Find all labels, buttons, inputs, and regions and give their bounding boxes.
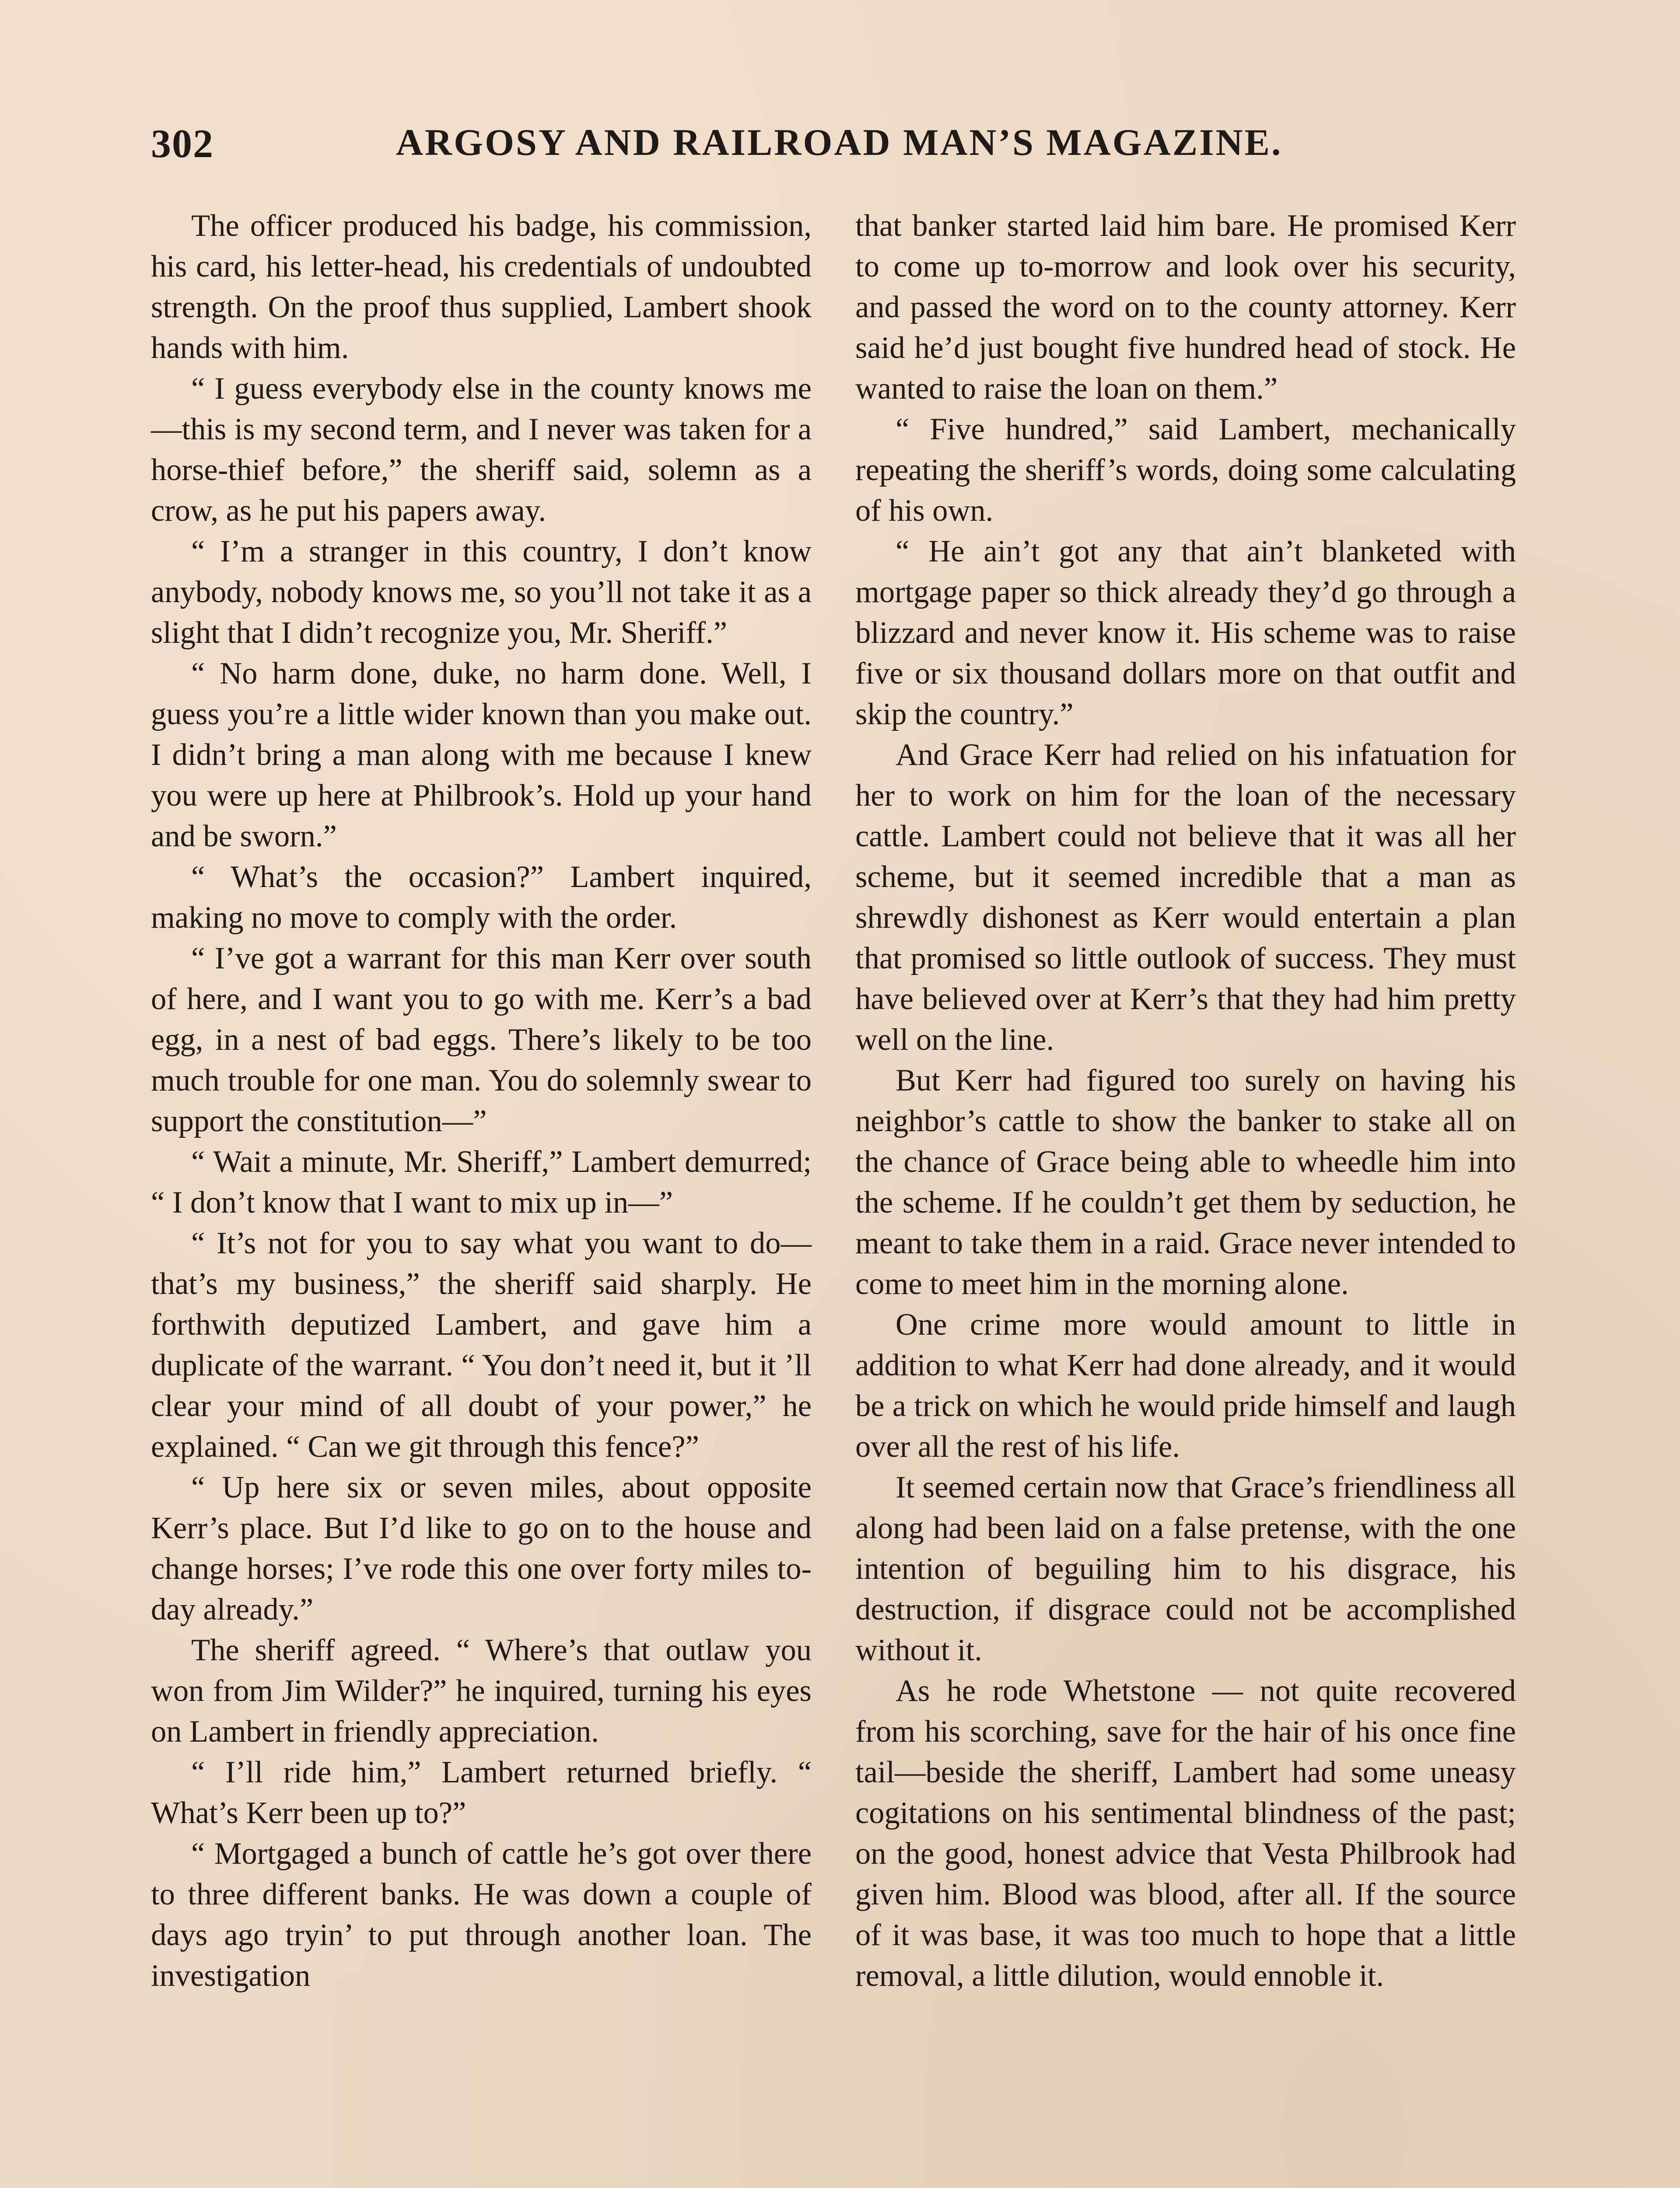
paragraph: The sheriff agreed. “ Where’s that outlaw you won from Jim Wilder?” he inquired, turning his eyes on Lambert in friendly appreciation. xyxy=(151,1633,812,1749)
paragraph: “ I’ll ride him,” Lambert returned briefly. “ What’s Kerr been up to?” xyxy=(151,1755,812,1830)
paragraph: “ Mortgaged a bunch of cattle he’s got over there to three different banks. He was down a couple of days ago tryin’ to put through another loan. The investigation xyxy=(151,1837,812,1993)
paragraph: “ I guess everybody else in the county knows me—this is my second term, and I never was taken for a horse-thief before,” the sheriff said, solemn as a crow, as he put his papers away. xyxy=(151,372,812,528)
paragraph: “ He ain’t got any that ain’t blanketed with mortgage paper so thick already they’d go through a blizzard and never know it. His scheme was to raise five or six thousand dollars more on that outfit and skip the country.” xyxy=(855,534,1516,731)
paragraph-continuation: that banker started laid him bare. He promised Kerr to come up to-morrow and look over his security, and passed the word on to the county attorney. Kerr said he’d just bought five hundred head of stock. He wanted to raise the loan on them.” xyxy=(855,209,1516,406)
paragraph: One crime more would amount to little in addition to what Kerr had done already, and it would be a trick on which he would pride himself and laugh over all the rest of his life. xyxy=(855,1308,1516,1464)
paragraph: “ I’ve got a warrant for this man Kerr over south of here, and I want you to go with me. Kerr’s a bad egg, in a nest of bad eggs. There’s likely to be too much trouble for one man. You do solemnly swear to support the constitution—” xyxy=(151,941,812,1138)
paragraph: “ What’s the occasion?” Lambert inquired, making no move to comply with the order. xyxy=(151,860,812,935)
left-column xyxy=(151,206,812,1996)
paragraph: “ It’s not for you to say what you want to do—that’s my business,” the sheriff said sharply. He forthwith deputized Lambert, and gave him a duplicate of the warrant. “ You don’t need it, but it ’ll clear your mind of all doubt of your power,” he explained. “ Can we git through this fence?” xyxy=(151,1226,812,1464)
paragraph: As he rode Whetstone — not quite recovered from his scorching, save for the hair of his once fine tail—beside the sheriff, Lambert had some uneasy cogitations on his sentimental blindness of the past; on the good, honest advice that Vesta Philbrook had given him. Blood was blood, after all. If the source of it was base, it was too much to hope that a little removal, a little dilution, would ennoble it. xyxy=(855,1674,1516,1993)
paragraph: “ Wait a minute, Mr. Sheriff,” Lambert demurred; “ I don’t know that I want to mix up in—” xyxy=(151,1145,812,1220)
paragraph: It seemed certain now that Grace’s friendliness all along had been laid on a false pretense, with the one intention of beguiling him to his disgrace, his destruction, if disgrace could not be accomplished without it. xyxy=(855,1470,1516,1667)
paragraph: “ No harm done, duke, no harm done. Well, I guess you’re a little wider known than you make out. I didn’t bring a man along with me because I knew you were up here at Philbrook’s. Hold up your hand and be sworn.” xyxy=(151,656,812,853)
paragraph: The officer produced his badge, his commission, his card, his letter-head, his credentials of undoubted strength. On the proof thus supplied, Lambert shook hands with him. xyxy=(151,209,812,365)
paragraph: But Kerr had figured too surely on having his neighbor’s cattle to show the banker to stake all on the chance of Grace being able to wheedle him into the scheme. If he couldn’t get them by seduction, he meant to take them in a raid. Grace never intended to come to meet him in the morning alone. xyxy=(855,1063,1516,1301)
paragraph: “ Five hundred,” said Lambert, mechanically repeating the sheriff’s words, doing some calculating of his own. xyxy=(855,412,1516,528)
paragraph: “ I’m a stranger in this country, I don’t know anybody, nobody knows me, so you’ll not take it as a slight that I didn’t recognize you, Mr. Sheriff.” xyxy=(151,534,812,650)
right-column xyxy=(855,206,1516,1996)
page-header xyxy=(151,120,1525,182)
page-number: 302 xyxy=(151,121,214,166)
paragraph: “ Up here six or seven miles, about opposite Kerr’s place. But I’d like to go on to the house and change horses; I’ve rode this one over forty miles to-day already.” xyxy=(151,1470,812,1627)
running-title: ARGOSY AND RAILROAD MAN’S MAGAZINE. xyxy=(396,121,1283,163)
paragraph: And Grace Kerr had relied on his infatuation for her to work on him for the loan of the necessary cattle. Lambert could not believe that it was all her scheme, but it seemed incredible that a man as shrewdly dishonest as Kerr would entertain a plan that promised so little outlook of success. They must have believed over at Kerr’s that they had him pretty well on the line. xyxy=(855,738,1516,1057)
